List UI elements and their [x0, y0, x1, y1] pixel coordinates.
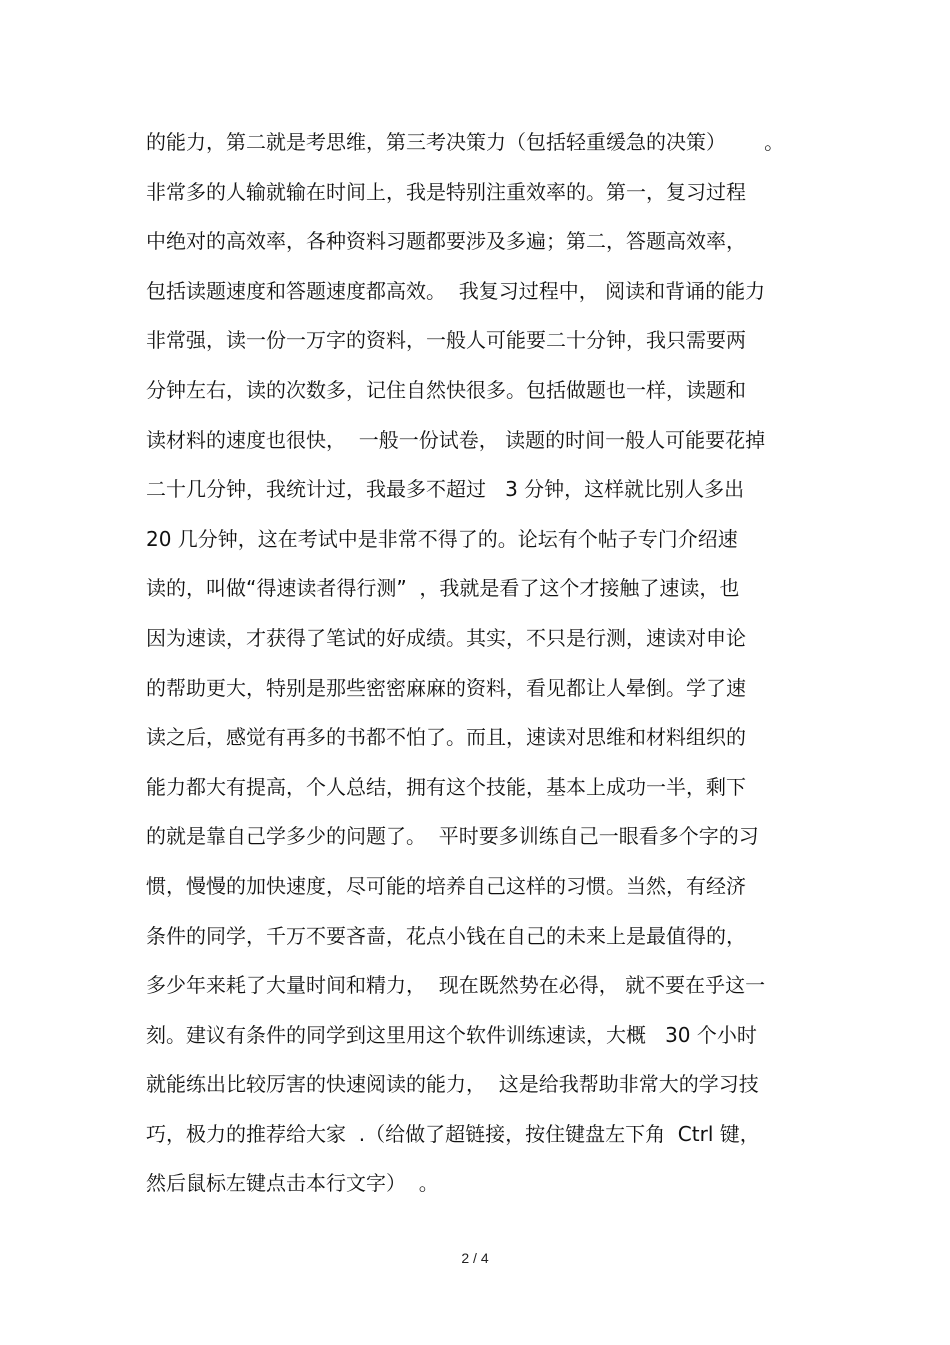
text-line: 刻。建议有条件的同学到这里用这个软件训练速读，大概 30 个小时	[146, 1022, 757, 1047]
text-line: 读的，叫做“得速读者得行测” ，我就是看了这个才接触了速读，也	[146, 576, 740, 601]
text-line: 的能力，第二就是考思维，第三考决策力（包括轻重缓急的决策） 。	[146, 130, 785, 154]
hyperlink-text-line[interactable]: 然后鼠标左键点击本行文字） 。	[146, 1171, 439, 1196]
text-line: 条件的同学，千万不要吝啬，花点小钱在自己的未来上是最值得的，	[146, 923, 746, 948]
hyperlink-text-line[interactable]: 巧，极力的推荐给大家 .（给做了超链接，按住键盘左下角 Ctrl 键，	[146, 1121, 760, 1146]
text-line: 非常强，读一份一万字的资料，一般人可能要二十分钟，我只需要两	[146, 328, 746, 353]
text-line: 读材料的速度也很快， 一般一份试卷， 读题的时间一般人可能要花掉	[146, 427, 766, 452]
text-line: 就能练出比较厉害的快速阅读的能力， 这是给我帮助非常大的学习技	[146, 1072, 759, 1097]
text-line: 分钟左右，读的次数多，记住自然快很多。包括做题也一样，读题和	[146, 377, 746, 402]
text-line: 包括读题速度和答题速度都高效。 我复习过程中， 阅读和背诵的能力	[146, 278, 766, 303]
text-line: 惯，慢慢的加快速度，尽可能的培养自己这样的习惯。当然，有经济	[146, 873, 746, 898]
text-line: 因为速读，才获得了笔试的好成绩。其实，不只是行测，速读对申论	[146, 625, 746, 650]
page-number: 2 / 4	[461, 1250, 489, 1266]
text-line: 二十几分钟，我统计过，我最多不超过 3 分钟，这样就比别人多出	[146, 477, 745, 502]
text-line: 的帮助更大，特别是那些密密麻麻的资料，看见都让人晕倒。学了速	[146, 675, 746, 700]
text-line: 的就是靠自己学多少的问题了。 平时要多训练自己一眼看多个字的习	[146, 824, 759, 849]
body-text	[146, 122, 806, 1213]
text-line: 能力都大有提高，个人总结，拥有这个技能，基本上成功一半，剩下	[146, 774, 746, 799]
text-line: 20 几分钟，这在考试中是非常不得了的。论坛有个帖子专门介绍速	[146, 526, 738, 551]
text-line: 中绝对的高效率，各种资料习题都要涉及多遍；第二，答题高效率，	[146, 229, 746, 254]
text-line: 读之后，感觉有再多的书都不怕了。而且，速读对思维和材料组织的	[146, 725, 746, 750]
text-line: 非常多的人输就输在时间上，我是特别注重效率的。第一，复习过程	[146, 179, 746, 204]
text-line: 多少年来耗了大量时间和精力， 现在既然势在必得， 就不要在乎这一	[146, 973, 766, 998]
